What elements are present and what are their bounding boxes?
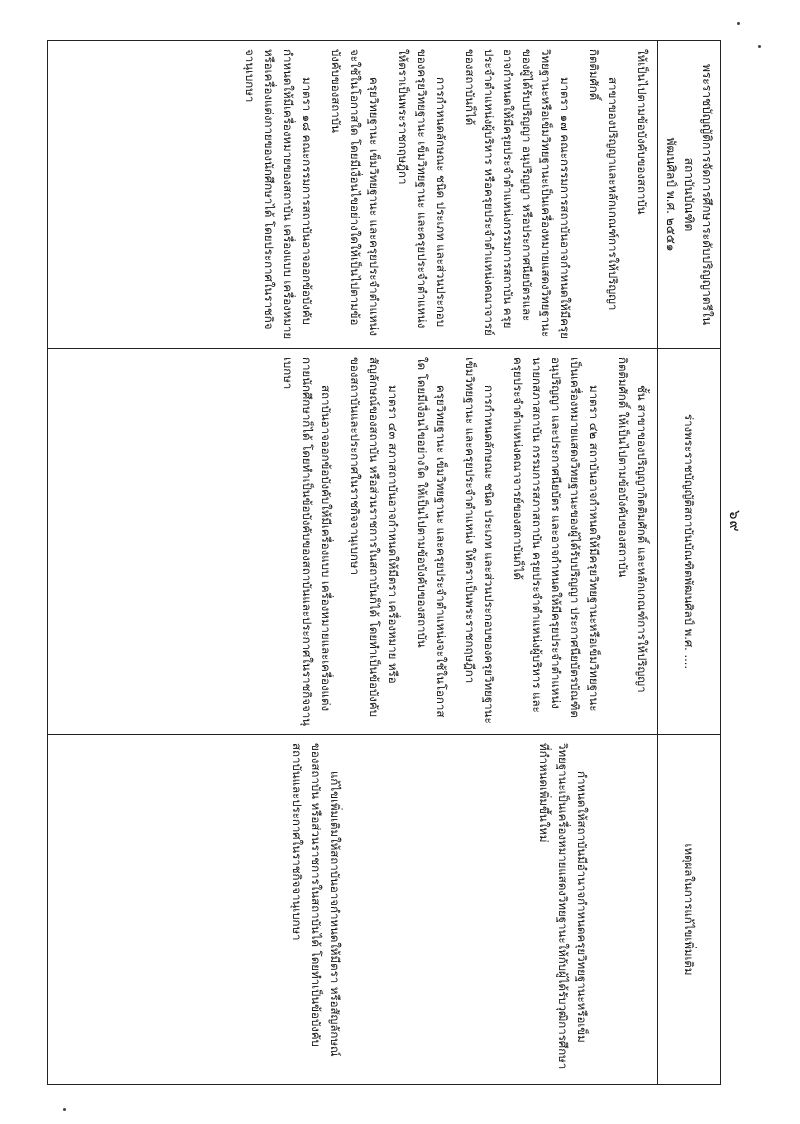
rotated-sheet	[47, 40, 753, 1084]
draft-paragraph: มาตรา ๔๒ สถาบันอาจกำหนดให้มีครุยวิทยฐานะหรือเข็มวิทยฐานะเป็นเครื่องหมายแสดงวิทยฐานะของผู้ได้รับปริญญา ประกาศนียบัตรบัณฑิต อนุปริญญา และประกาศนียบัตร และอาจกำหนดให้มีครุยประจำตำแหน่งนายกสภาสถาบัน กรรมการสภาสถาบัน ครุยประจำตำแหน่งผู้บริหาร และครุยประจำตำแหน่งคณาจารย์ของสถาบันก็ได้	[511, 357, 601, 718]
law-paragraph: มาตรา ๑๘ คณะกรรมการสถาบันอาจออกข้อบังคับกำหนดให้มีเครื่องหมายของสถาบัน เครื่องแบบ เครื่องหมายหรือเครื่องแต่งกายของนักศึกษาได้ โดยประกาศในราชกิจจานุเบกษา	[243, 49, 314, 340]
reason-paragraph: แก้ไขเพิ่มเติมให้สถาบันอาจกำหนดให้มีตรา หรือสัญลักษณ์ของสถาบัน หรือส่วนราชการในสถาบันได้ โดยทำเป็นข้อบังคับสถาบันและประกาศในราชกิจจานุเบกษา	[290, 743, 342, 1057]
table-body-row	[48, 41, 658, 1085]
law-paragraph: ครุยวิทยฐานะ เข็มวิทยฐานะ และครุยประจำตำแหน่งจะใช้ในโอกาสใด โดยมีเงื่อนไขอย่างใดให้เป็นไปตามข้อบังคับของสถาบัน	[329, 49, 381, 337]
draft-paragraph: สถาบันอาจออกข้อบังคับให้มีเครื่องแบบ เครื่องหมายและเครื่องแต่งกายนักศึกษาก็ได้ โดยทำเป็นข้อบังคับของสถาบันและประกาศในราชกิจจานุเบกษา	[281, 357, 333, 727]
header-draft-law	[658, 349, 721, 735]
draft-paragraph: การกำหนดลักษณะ ชนิด ประเภท และส่วนประกอบของครุยวิทยฐานะ เข็มวิทยฐานะ และครุยประจำตำแหน่ง ให้ตราเป็นพระราชกฤษฎีกา	[463, 357, 496, 724]
table-header-row	[658, 41, 721, 1085]
scan-speck	[63, 1108, 66, 1111]
law-paragraph: สาขาของปริญญาและหลักเกณฑ์การให้ปริญญากิตติมศักดิ์	[587, 49, 620, 311]
header-reason	[658, 735, 721, 1085]
header-current-law	[658, 41, 721, 349]
reason-paragraph: กำหนดให้สถาบันมีอำนาจกำหนดครุยวิทยฐานะหรือเข็มวิทยฐานะเป็นเครื่องหมายแสดงวิทยฐานะให้กับผู้ได้รับวุฒิการศึกษาที่กำหนดเพิ่มขึ้นใหม่	[537, 743, 589, 1070]
reason-cell	[48, 735, 658, 1085]
scan-speck	[737, 22, 740, 25]
comparison-table	[47, 40, 721, 1085]
draft-law-cell	[48, 349, 658, 735]
page-number: ๖๙	[726, 510, 744, 533]
law-paragraph: การกำหนดลักษณะ ชนิด ประเภท และส่วนประกอบของครุยวิทยฐานะ เข็มวิทยฐานะ และครุยประจำตำแหน่งให้ตราเป็นพระราชกฤษฎีกา	[396, 49, 448, 329]
draft-paragraph: มาตรา ๔๓ สภาสถาบันอาจกำหนดให้มีตรา เครื่องหมาย หรือสัญลักษณ์ของสถาบัน หรือส่วนราชการในสถาบันก็ได้ โดยทำเป็นข้อบังคับของสถาบันและประกาศในราชกิจจานุเบกษา	[348, 357, 400, 717]
law-paragraph: มาตรา ๑๗ คณะกรรมการสถาบันอาจกำหนดให้มีครุย วิทยฐานะหรือเข็มวิทยฐานะเป็นเครื่องหมายแสดงวิทยฐานะของผู้ได้รับปริญญา อนุปริญญา หรือประกาศนียบัตรและอาจกำหนดให้มีครุยประจำตำแหน่งกรรมการสถาบัน ครุยประจำตำแหน่งผู้บริหาร หรือครุยประจำตำแหน่งคณาจารย์ของสถาบันก็ได้	[463, 49, 572, 339]
header-reason-text: เหตุผลในการแก้ไขเพิ่มเติม	[682, 843, 697, 976]
draft-paragraph: ชั้น สาขาของปริญญากิตติมศักดิ์ และหลักเกณฑ์การให้ปริญญากิตติมศักดิ์ ให้เป็นไปตามข้อบังคับของสถาบัน	[616, 357, 649, 693]
draft-paragraph: ครุยวิทยฐานะ เข็มวิทยฐานะ และครุยประจำตำแหน่งจะใช้ในโอกาสใด โดยมีเงื่อนไขอย่างใด ให้เป็นไปตามข้อบังคับของสถาบัน	[415, 357, 448, 718]
law-top-text: ให้เป็นไปตามข้อบังคับของสถาบัน	[635, 49, 649, 215]
header-draft-law-text: ร่างพระราชบัญญัติสถาบันบัณฑิตพัฒนศิลป์ พ.ศ. ....	[682, 413, 697, 670]
header-current-law-text: พระราชบัญญัติการจัดการศึกษาระดับปริญญาตรีในสถาบันบัณฑิต พัฒนศิลป์ พ.ศ. ๒๕๕๑	[664, 63, 714, 326]
current-law-cell	[48, 41, 658, 349]
scan-speck	[758, 45, 761, 48]
